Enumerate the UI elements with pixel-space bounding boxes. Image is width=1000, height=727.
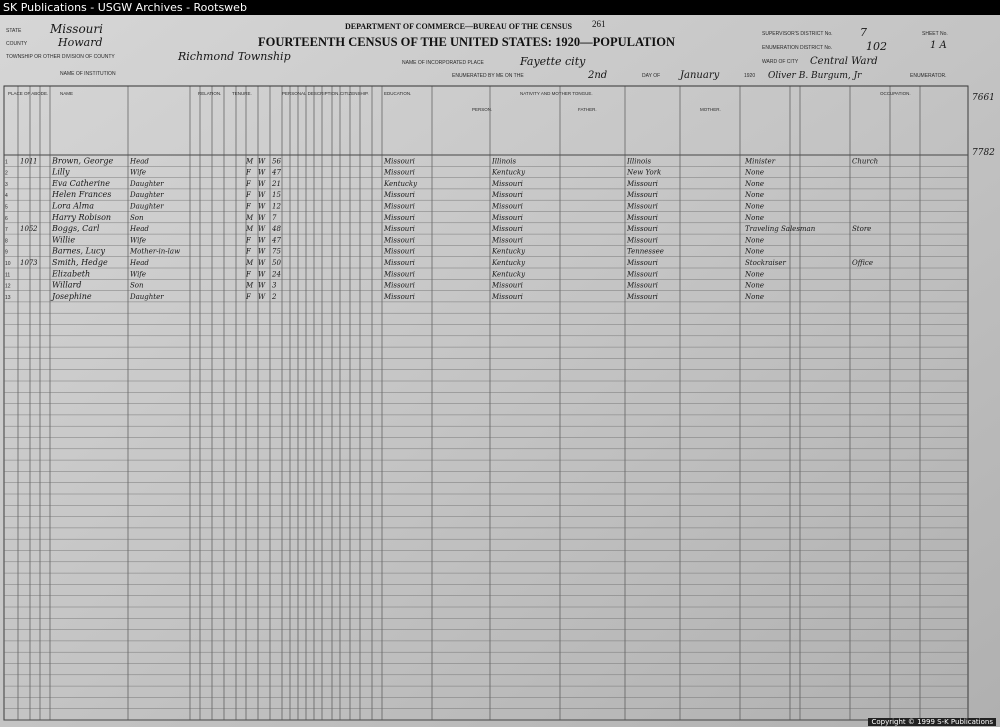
window-title-bar: [0, 0, 1000, 15]
row-cell-pob: Missouri: [384, 191, 415, 200]
row-cell-name: Willard: [52, 280, 82, 290]
row-cell-age: 7: [272, 213, 277, 222]
row-cell-age: 21: [272, 179, 281, 188]
row-cell-race: W: [258, 259, 266, 267]
county-value: Howard: [58, 36, 103, 49]
row-cell-age: 48: [272, 225, 281, 234]
row-cell-race: W: [258, 292, 266, 301]
row-cell-n: 9: [5, 249, 8, 256]
day-of-label: DAY OF: [642, 73, 661, 79]
row-cell-fpob: Missouri: [492, 202, 523, 211]
row-cell-race: W: [258, 157, 266, 166]
row-cell-sex: M: [246, 259, 254, 267]
county-label: COUNTY: [6, 41, 28, 47]
row-cell-fpob: Missouri: [492, 236, 523, 245]
ward-value: Central Ward: [810, 56, 878, 67]
row-cell-n: 10: [5, 261, 11, 267]
row-cell-fpob: Kentucky: [492, 247, 526, 256]
row-cell-fpob: Missouri: [492, 292, 523, 301]
row-cell-fpob: Missouri: [492, 191, 523, 200]
row-cell-occ: None: [745, 168, 764, 177]
row-cell-fpob: Missouri: [492, 281, 523, 290]
row-cell-pob: Missouri: [384, 157, 415, 166]
row-cell-sex: M: [246, 213, 254, 222]
row-cell-mpob: Missouri: [627, 202, 658, 211]
row-cell-name: Lilly: [52, 167, 70, 177]
row-cell-pob: Missouri: [384, 202, 415, 211]
row-cell-rel: Daughter: [130, 292, 164, 301]
row-cell-n: 12: [5, 283, 11, 290]
row-cell-age: 50: [272, 259, 281, 267]
row-cell-rel: Mother-in-law: [130, 247, 181, 256]
enumerated-month: January: [680, 70, 720, 81]
row-cell-occ: None: [745, 247, 764, 256]
state-value: Missouri: [50, 22, 103, 36]
row-cell-age: 75: [272, 247, 281, 256]
row-cell-name: Boggs, Carl: [52, 224, 100, 234]
column-group-heading: NATIVITY AND MOTHER TONGUE.: [520, 91, 593, 96]
row-cell-pob: Missouri: [384, 270, 415, 279]
census-sheet: [0, 15, 1000, 727]
row-cell-mpob: Missouri: [627, 179, 658, 188]
row-cell-mpob: Missouri: [627, 281, 658, 290]
row-cell-fam: 2: [33, 225, 38, 234]
row-cell-occ: None: [745, 236, 764, 245]
row-cell-name: Smith, Hedge: [52, 258, 108, 267]
row-cell-occ: Stockraiser: [745, 259, 786, 267]
sheet-number: 1 A: [930, 40, 947, 51]
row-cell-rel: Wife: [130, 270, 147, 279]
row-cell-age: 3: [272, 281, 277, 290]
margin-note-2: 7782: [972, 148, 995, 158]
row-cell-rel: Daughter: [130, 191, 164, 200]
row-cell-age: 15: [272, 191, 281, 200]
nativity-subheading: PERSON.: [472, 107, 493, 112]
township-label: TOWNSHIP OR OTHER DIVISION OF COUNTY: [6, 54, 115, 60]
row-cell-pob: Missouri: [384, 236, 415, 245]
row-cell-n: 11: [5, 272, 11, 279]
row-cell-sex: F: [246, 270, 251, 279]
row-cell-name: Elizabeth: [52, 269, 91, 279]
row-cell-mpob: Missouri: [627, 213, 658, 222]
row-cell-rel: Daughter: [130, 179, 164, 188]
row-cell-mpob: New York: [627, 168, 662, 177]
row-cell-rel: Head: [130, 225, 149, 234]
row-cell-name: Willie: [52, 235, 76, 245]
row-cell-pob: Missouri: [384, 292, 415, 301]
row-cell-n: 2: [5, 170, 8, 177]
row-cell-age: 2: [272, 292, 277, 301]
row-cell-occ: None: [745, 281, 764, 290]
enumerated-year: 1920: [744, 73, 756, 79]
row-cell-age: 24: [272, 270, 281, 279]
row-cell-race: W: [258, 225, 266, 234]
row-cell-pob: Kentucky: [384, 179, 418, 188]
column-group-heading: CITIZENSHIP.: [340, 91, 369, 96]
row-cell-occ: None: [745, 292, 764, 301]
row-cell-rel: Wife: [130, 236, 147, 245]
row-cell-ind: Store: [852, 225, 872, 234]
enumerated-day: 2nd: [588, 70, 608, 81]
row-cell-occ: None: [745, 179, 764, 188]
row-cell-name: Lora Alma: [52, 201, 94, 211]
copyright-notice: Copyright © 1999 S-K Publications: [868, 718, 996, 726]
enumerator-label: ENUMERATOR.: [910, 73, 947, 79]
row-cell-n: 13: [5, 294, 11, 301]
census-sheet-drawing: [0, 15, 1000, 727]
column-group-heading: OCCUPATION.: [880, 91, 911, 96]
row-cell-sex: F: [246, 202, 251, 211]
row-cell-pob: Missouri: [384, 247, 415, 256]
page-number: 261: [592, 19, 606, 29]
row-cell-fam: 3: [33, 259, 38, 267]
supervisor-number: 7: [860, 26, 867, 39]
row-cell-age: 12: [272, 202, 281, 211]
row-cell-mpob: Missouri: [627, 191, 658, 200]
row-cell-race: W: [258, 168, 266, 177]
row-cell-sex: F: [246, 292, 251, 301]
row-cell-name: Brown, George: [52, 156, 114, 166]
ward-label: WARD OF CITY: [762, 59, 799, 65]
row-cell-name: Helen Frances: [52, 190, 112, 200]
row-cell-rel: Head: [130, 157, 149, 166]
row-cell-age: 56: [272, 157, 281, 166]
row-cell-n: 1: [5, 159, 8, 166]
nativity-subheading: FATHER.: [578, 107, 597, 112]
column-group-heading: TENURE.: [232, 91, 252, 96]
row-cell-age: 47: [272, 168, 281, 177]
row-cell-name: Josephine: [52, 291, 92, 301]
row-cell-rel: Head: [130, 259, 149, 267]
place-label: NAME OF INCORPORATED PLACE: [402, 60, 484, 66]
row-cell-mpob: Missouri: [627, 236, 658, 245]
enumerated-label: ENUMERATED BY ME ON THE: [452, 73, 524, 79]
row-cell-age: 47: [272, 236, 281, 245]
row-cell-fpob: Missouri: [492, 213, 523, 222]
department-line: DEPARTMENT OF COMMERCE—BUREAU OF THE CENSUS: [345, 22, 572, 31]
institution-label: NAME OF INSTITUTION: [60, 71, 116, 77]
row-cell-race: W: [258, 270, 266, 279]
row-cell-sex: M: [246, 281, 254, 290]
row-cell-race: W: [258, 202, 266, 211]
row-cell-mpob: Missouri: [627, 259, 658, 267]
row-cell-n: 6: [5, 215, 8, 222]
state-label: STATE: [6, 28, 22, 34]
row-cell-dw: 101: [20, 157, 34, 166]
place-value: Fayette city: [520, 55, 586, 68]
row-cell-mpob: Missouri: [627, 270, 658, 279]
column-group-heading: PLACE OF ABODE.: [8, 91, 49, 96]
row-cell-mpob: Tennessee: [627, 247, 664, 256]
row-cell-rel: Daughter: [130, 202, 164, 211]
row-cell-sex: F: [246, 247, 251, 256]
row-cell-race: W: [258, 179, 266, 188]
row-cell-sex: F: [246, 191, 251, 200]
nativity-subheading: MOTHER.: [700, 107, 721, 112]
row-cell-race: W: [258, 191, 266, 200]
row-cell-race: W: [258, 281, 266, 290]
row-cell-pob: Missouri: [384, 259, 415, 267]
row-cell-sex: F: [246, 236, 251, 245]
row-cell-race: W: [258, 247, 266, 256]
row-cell-occ: None: [745, 202, 764, 211]
row-cell-n: 7: [5, 227, 8, 234]
window-title: SK Publications - USGW Archives - Rootsweb: [3, 1, 247, 14]
column-group-heading: EDUCATION.: [384, 91, 412, 96]
row-cell-pob: Missouri: [384, 213, 415, 222]
row-cell-sex: M: [246, 157, 254, 166]
row-cell-fpob: Missouri: [492, 225, 523, 234]
row-cell-sex: M: [246, 225, 254, 234]
row-cell-race: W: [258, 236, 266, 245]
row-cell-rel: Son: [130, 213, 144, 222]
row-cell-occ: None: [745, 270, 764, 279]
row-cell-sex: F: [246, 168, 251, 177]
column-group-heading: RELATION.: [198, 91, 222, 96]
row-cell-fpob: Illinois: [492, 157, 517, 166]
supervisor-label: SUPERVISOR'S DISTRICT No.: [762, 31, 833, 37]
row-cell-race: W: [258, 213, 266, 222]
row-cell-occ: Traveling Salesman: [745, 225, 816, 234]
row-cell-pob: Missouri: [384, 281, 415, 290]
row-cell-fpob: Kentucky: [492, 168, 526, 177]
township-value: Richmond Township: [178, 50, 291, 63]
row-cell-rel: Wife: [130, 168, 147, 177]
row-cell-dw: 105: [20, 225, 34, 234]
row-cell-n: 4: [5, 193, 8, 200]
row-cell-fpob: Kentucky: [492, 270, 526, 279]
enumerator-name: Oliver B. Burgum, Jr: [768, 71, 862, 81]
row-cell-fam: 1: [33, 157, 38, 166]
row-cell-sex: F: [246, 179, 251, 188]
row-cell-ind: Church: [852, 157, 879, 166]
row-cell-mpob: Illinois: [627, 157, 652, 166]
row-cell-fpob: Kentucky: [492, 259, 526, 267]
row-cell-pob: Missouri: [384, 225, 415, 234]
row-cell-occ: None: [745, 213, 764, 222]
ed-number: 102: [866, 40, 887, 53]
row-cell-ind: Office: [852, 259, 873, 267]
row-cell-pob: Missouri: [384, 168, 415, 177]
column-group-heading: NAME: [60, 91, 74, 96]
row-cell-mpob: Missouri: [627, 225, 658, 234]
row-cell-n: 5: [5, 204, 8, 211]
sheet-label: SHEET No.: [922, 31, 948, 37]
row-cell-occ: None: [745, 191, 764, 200]
margin-note-1: 7661: [972, 93, 995, 103]
row-cell-name: Barnes, Lucy: [52, 246, 106, 256]
census-title: FOURTEENTH CENSUS OF THE UNITED STATES: 1920—POPULATION: [258, 35, 675, 49]
row-cell-dw: 107: [20, 259, 34, 267]
ed-label: ENUMERATION DISTRICT No.: [762, 45, 833, 51]
row-cell-fpob: Missouri: [492, 179, 523, 188]
row-cell-mpob: Missouri: [627, 292, 658, 301]
row-cell-n: 8: [5, 238, 8, 245]
column-group-heading: PERSONAL DESCRIPTION.: [282, 91, 340, 96]
row-cell-occ: Minister: [745, 157, 776, 166]
row-cell-name: Eva Catherine: [52, 178, 110, 188]
row-cell-rel: Son: [130, 281, 144, 290]
row-cell-n: 3: [5, 181, 8, 188]
row-cell-name: Harry Robison: [52, 212, 112, 222]
